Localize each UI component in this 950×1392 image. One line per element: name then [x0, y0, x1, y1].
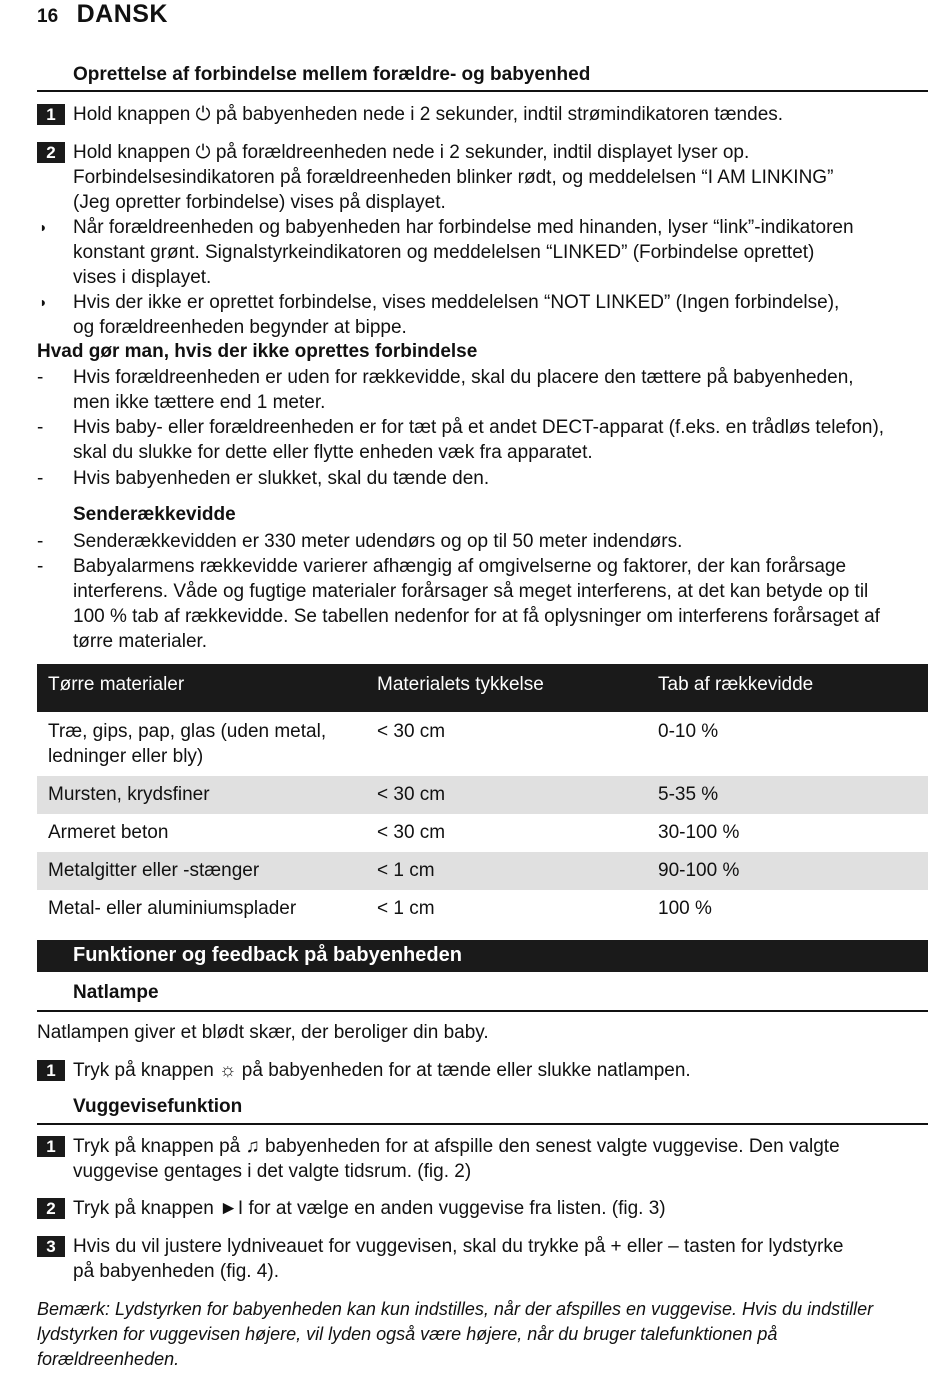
table-cell: 0-10 % [658, 721, 719, 742]
list-item: tørre materialer. [73, 631, 208, 652]
column-header: Tørre materialer [48, 674, 185, 695]
step-text: Tryk på knappen på ♫ babyenheden for at afspille den senest valgte vuggevise. Den valgte [73, 1136, 840, 1157]
table-cell: < 30 cm [377, 721, 446, 742]
table-cell: Metalgitter eller -stænger [48, 860, 260, 881]
table-cell: < 30 cm [377, 822, 446, 843]
range-title: Senderækkevidde [73, 504, 236, 525]
list-item: Hvis forældreenheden er uden for rækkevidde, skal du placere den tættere på babyenheden, [73, 367, 854, 388]
bullet-text: vises i displayet. [73, 267, 212, 288]
step-text: Tryk på knappen ☼ på babyenheden for at tænde eller slukke natlampen. [73, 1060, 691, 1081]
dash-marker: - [37, 531, 44, 552]
step-number-box: 2 [37, 142, 65, 163]
table-cell: < 1 cm [377, 898, 435, 919]
note-text: Bemærk: Lydstyrken for babyenheden kan kun indstilles, når der afspilles en vuggevise. Hvis du indstiller [37, 1299, 874, 1319]
section-divider [37, 1123, 928, 1125]
table-header [37, 664, 928, 712]
section-title-functions: Funktioner og feedback på babyenheden [73, 944, 462, 966]
dash-marker: - [37, 468, 44, 489]
step-text: vuggevise gentages i det valgte tidsrum. (fig. 2) [73, 1161, 472, 1182]
table-cell: 90-100 % [658, 860, 740, 881]
list-item: Hvis baby- eller forældreenheden er for tæt på et andet DECT-apparat (f.eks. en trådløs telefon), [73, 417, 885, 438]
nightlight-title: Natlampe [73, 982, 159, 1003]
table-row [37, 852, 928, 890]
section-title-linking: Oprettelse af forbindelse mellem forældre- og babyenhed [73, 64, 591, 85]
bullet-text: Hvis der ikke er oprettet forbindelse, vises meddelelsen “NOT LINKED” (Ingen forbindelse), [73, 292, 840, 313]
table-cell: Træ, gips, pap, glas (uden metal, [48, 721, 327, 742]
nightlight-intro: Natlampen giver et blødt skær, der beroliger din baby. [37, 1022, 489, 1043]
lullaby-title: Vuggevisefunktion [73, 1096, 243, 1117]
materials-table [37, 664, 928, 928]
note-text: lydstyrken for vuggevisen højere, vil lyden også være højere, når du bruger talefunktionen på [37, 1324, 778, 1344]
table-cell: 5-35 % [658, 784, 719, 805]
list-item: Babyalarmens rækkevidde varierer afhængig af omgivelserne og faktorer, der kan forårsage [73, 556, 847, 577]
step-text: Hold knappen ⏻ på babyenheden nede i 2 sekunder, indtil strømindikatoren tændes. [73, 104, 784, 125]
table-row [37, 712, 928, 776]
note-text: forældreenheden. [37, 1349, 180, 1369]
table-cell: Mursten, krydsfiner [48, 784, 210, 805]
table-cell: < 30 cm [377, 784, 446, 805]
step-number-box: 2 [37, 1198, 65, 1219]
step-text: Hvis du vil justere lydniveauet for vuggevisen, skal du trykke på + eller – tasten for lydstyrke [73, 1236, 844, 1257]
column-header: Tab af rækkevidde [658, 674, 814, 695]
table-cell: 100 % [658, 898, 712, 919]
section-divider [37, 1010, 928, 1012]
bullet-text: og forældreenheden begynder at bippe. [73, 317, 407, 338]
dash-marker: - [37, 367, 44, 388]
page-header [37, 0, 168, 28]
step-number-box: 1 [37, 1136, 65, 1157]
table-row [37, 814, 928, 852]
step-text: Forbindelsesindikatoren på forældreenheden blinker rødt, og meddelelsen “I AM LINKING” [73, 167, 834, 188]
language-title: DANSK [76, 0, 168, 28]
dash-marker: - [37, 417, 44, 438]
step-number-box: 1 [37, 1060, 65, 1081]
table-cell: Armeret beton [48, 822, 169, 843]
list-item: 100 % tab af rækkevidde. Se tabellen nedenfor for at få oplysninger om interferens forårsaget af [73, 606, 880, 627]
list-item: men ikke tættere end 1 meter. [73, 392, 326, 413]
dash-marker: - [37, 556, 44, 577]
column-header: Materialets tykkelse [377, 674, 544, 695]
table-row [37, 890, 928, 928]
bullet-icon: ◗ [39, 219, 48, 235]
step-text: (Jeg opretter forbindelse) vises på displayet. [73, 192, 446, 213]
page-number: 16 [37, 6, 59, 27]
step-number-box: 1 [37, 104, 65, 125]
list-item: Senderækkevidden er 330 meter udendørs og op til 50 meter indendørs. [73, 531, 683, 552]
step-number-box: 3 [37, 1236, 65, 1257]
list-item: Hvis babyenheden er slukket, skal du tænde den. [73, 468, 490, 489]
list-item: skal du slukke for dette eller flytte enheden væk fra apparatet. [73, 442, 593, 463]
table-row [37, 776, 928, 814]
table-cell: ledninger eller bly) [48, 746, 204, 767]
step-text: på babyenheden (fig. 4). [73, 1261, 279, 1282]
troubleshoot-title: Hvad gør man, hvis der ikke oprettes forbindelse [37, 341, 478, 362]
step-text: Hold knappen ⏻ på forældreenheden nede i 2 sekunder, indtil displayet lyser op. [73, 142, 750, 163]
step-text: Tryk på knappen ►I for at vælge en anden vuggevise fra listen. (fig. 3) [73, 1198, 666, 1219]
table-cell: Metal- eller aluminiumsplader [48, 898, 297, 919]
list-item: interferens. Våde og fugtige materialer forårsager så meget interferens, at det kan betyde op til [73, 581, 869, 602]
section-bar-functions [37, 940, 928, 972]
section-divider [37, 90, 928, 92]
bullet-icon: ◗ [39, 294, 48, 310]
table-cell: 30-100 % [658, 822, 740, 843]
bullet-text: konstant grønt. Signalstyrkeindikatoren og meddelelsen “LINKED” (Forbindelse oprettet) [73, 242, 815, 263]
bullet-text: Når forældreenheden og babyenheden har forbindelse med hinanden, lyser “link”-indikatoren [73, 217, 854, 238]
table-cell: < 1 cm [377, 860, 435, 881]
